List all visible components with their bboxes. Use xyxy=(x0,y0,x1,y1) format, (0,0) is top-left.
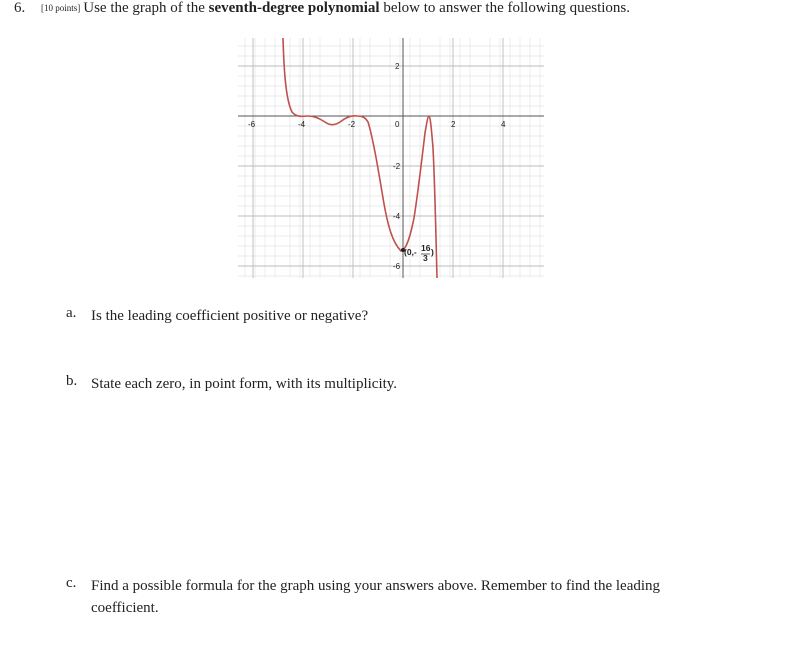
x-tick-label: -2 xyxy=(348,120,356,129)
x-tick-label: 4 xyxy=(501,120,506,129)
item-text-line: coefficient. xyxy=(91,600,159,616)
major-gridlines xyxy=(238,38,544,278)
annotation-numerator: 16 xyxy=(421,243,431,253)
question-header xyxy=(14,0,630,17)
item-text: Is the leading coefficient positive or negative? xyxy=(91,308,369,324)
question-number: 6. xyxy=(14,0,26,16)
annotation-minus: - xyxy=(413,247,417,257)
annotation-denominator: 3 xyxy=(423,253,428,263)
annotation-open: (0, xyxy=(404,247,414,257)
item-text xyxy=(91,575,660,619)
item-text-line: Find a possible formula for the graph using your answers above. Remember to find the leading xyxy=(91,578,661,594)
intro-bold-term: seventh-degree polynomial xyxy=(208,0,380,16)
question-points: [10 points] xyxy=(41,3,81,13)
x-tick-label: 0 xyxy=(395,120,400,129)
item-letter: a. xyxy=(66,305,77,321)
x-tick-label: -4 xyxy=(298,120,306,129)
polynomial-graph xyxy=(238,38,544,278)
x-tick-label: 2 xyxy=(451,120,456,129)
y-tick-label: -4 xyxy=(393,212,401,221)
x-tick-label: -6 xyxy=(248,120,256,129)
item-letter: b. xyxy=(66,373,78,389)
y-tick-label: -2 xyxy=(393,162,401,171)
y-tick-label: 2 xyxy=(395,62,400,71)
intro-text-end: below to answer the following questions. xyxy=(379,0,630,16)
annotation-close: ) xyxy=(431,247,434,257)
minor-gridlines xyxy=(238,38,544,278)
intro-text-start: Use the graph of the xyxy=(83,0,209,16)
question-intro xyxy=(83,0,630,16)
y-tick-label: -6 xyxy=(393,262,401,271)
item-letter: c. xyxy=(66,575,77,591)
item-text: State each zero, in point form, with its multiplicity. xyxy=(91,376,398,392)
point-annotation xyxy=(404,247,417,257)
